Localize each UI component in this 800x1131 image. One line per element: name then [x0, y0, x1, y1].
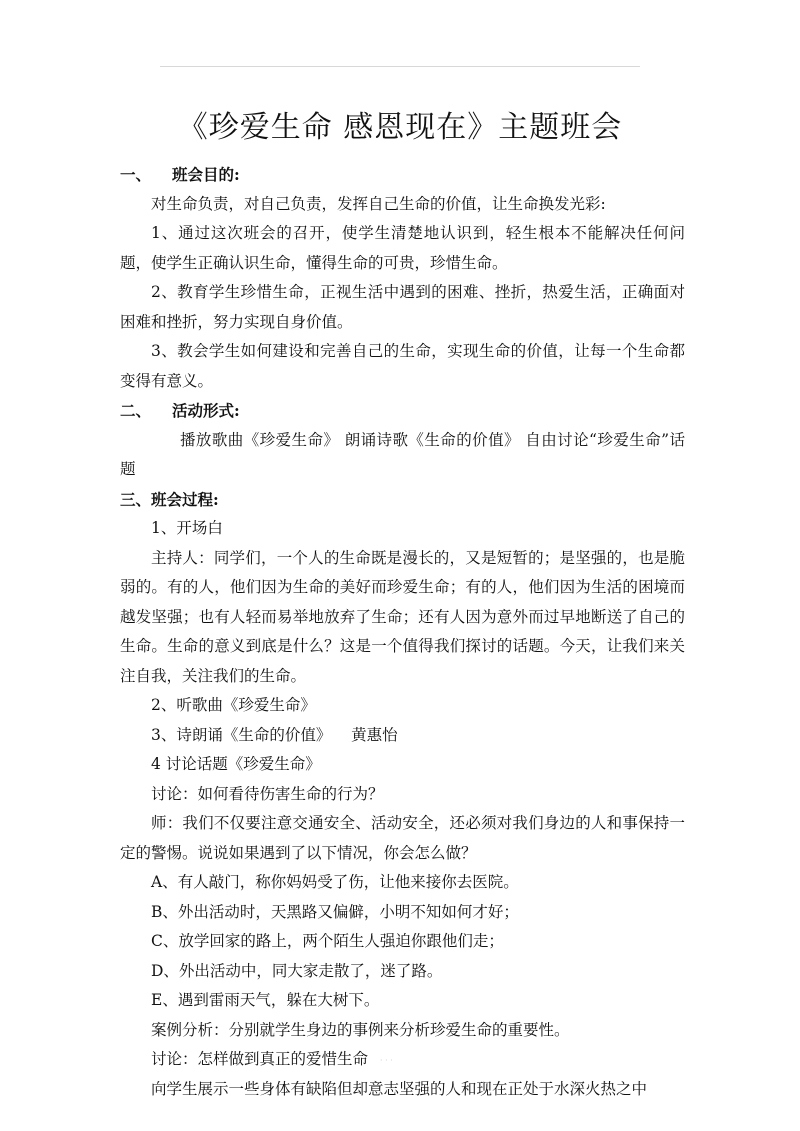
paragraph: 向学生展示一些身体有缺陷但却意志坚强的人和现在正处于水深火热之中 [151, 1079, 648, 1098]
list-item: B、外出活动时，天黑路又偏僻，小明不知如何才好； [151, 902, 519, 921]
section-number: 一、 [120, 165, 152, 184]
section-heading-1 [120, 160, 685, 190]
paragraph: 4 讨论话题《珍爱生命》 [151, 755, 321, 773]
paragraph: 案例分析：分别就学生身边的事例来分析珍爱生命的重要性。 [151, 1020, 570, 1039]
paragraph: 讨论：怎样做到真正的爱惜生命 [151, 1050, 369, 1068]
paragraph: 师：我们不仅要注意交通安全、活动安全，还必须对我们身边的人和事保持一定的警惕。说说如果遇到了以下情况，你会怎么做？ [120, 814, 685, 862]
paragraph: 讨论：如何看待伤害生命的行为？ [151, 784, 384, 803]
paragraph: 1、通过这次班会的召开，使学生清楚地认识到，轻生根本不能解决任何问题，使学生正确认识生命，懂得生命的可贵，珍惜生命。 [120, 224, 685, 272]
document-body [120, 160, 685, 1104]
paragraph: 2、听歌曲《珍爱生命》 [151, 696, 316, 714]
paragraph: 主持人：同学们，一个人的生命既是漫长的，又是短暂的；是坚强的，也是脆弱的。有的人，他们因为生命的美好而珍爱生命；有的人，他们因为生活的困境而越发坚强；也有人轻而易举地放弃了生命；还有人因为意外而过早地断送了自己的生命。生命的意义到底是什么？这是一个值得我们探讨的话题。今天，让我们来关注自我，关注我们的生命。 [120, 548, 685, 685]
list-item: D、外出活动中，同大家走散了，迷了路。 [151, 961, 443, 980]
section-heading-2 [120, 396, 685, 426]
list-item: C、放学回家的路上，两个陌生人强迫你跟他们走； [151, 932, 504, 950]
paragraph: 播放歌曲《珍爱生命》 朗诵诗歌《生命的价值》 自由讨论“珍爱生命”话题 [120, 430, 685, 478]
paragraph: 对生命负责，对自己负责，发挥自己生命的价值，让生命换发光彩: [151, 194, 606, 213]
footer-mark: · · · [380, 1056, 393, 1065]
list-item: A、有人敲门，称你妈妈受了伤，让他来接你去医院。 [151, 873, 519, 891]
section-title: 班会目的: [172, 165, 240, 184]
section-heading-3: 三、班会过程: [120, 489, 219, 509]
paragraph: 1、开场白 [151, 519, 223, 537]
list-item: E、遇到雷雨天气，躲在大树下。 [151, 991, 380, 1009]
section-title: 活动形式: [172, 401, 240, 420]
header-rule [160, 66, 640, 67]
page-title: 《珍爱生命 感恩现在》主题班会 [177, 110, 623, 145]
paragraph: 2、教育学生珍惜生命，正视生活中遇到的困难、挫折，热爱生活，正确面对困难和挫折，努力实现自身价值。 [120, 283, 685, 331]
section-number: 二、 [120, 401, 152, 420]
paragraph: 3、诗朗诵《生命的价值》 黄惠怡 [151, 725, 398, 744]
paragraph: 3、教会学生如何建设和完善自己的生命，实现生命的价值，让每一个生命都变得有意义。 [120, 342, 685, 390]
